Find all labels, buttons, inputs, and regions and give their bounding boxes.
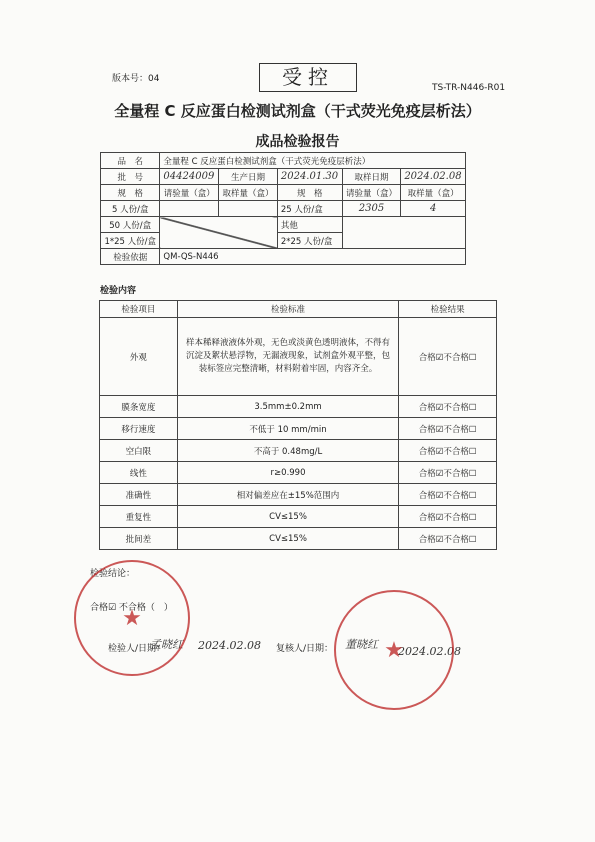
standard-cell: 样本稀释液液体外观，无色或淡黄色透明液体，不得有沉淀及絮状悬浮物，无漏液现象，试剂盒外观平整，包装标签应完整清晰，材料附着牢固，内容齐全。 [177, 318, 398, 396]
spec-2x25-label: 2*25 人份/盒 [277, 233, 342, 249]
standard-cell: 不高于 0.48mg/L [177, 440, 398, 462]
table-row [100, 396, 497, 418]
spec-5-label: 5 人份/盒 [101, 201, 160, 217]
sampling-date-value: 2024.02.08 [401, 169, 466, 185]
result-cell: 合格☑不合格☐ [399, 484, 497, 506]
result-cell: 合格☑不合格☐ [399, 396, 497, 418]
basis-value: QM-QS-N446 [160, 249, 466, 265]
spec-other-label: 其他 [277, 217, 342, 233]
request-qty-label-2: 请验量（盒） [342, 185, 401, 201]
table-row [100, 418, 497, 440]
version-number: 版本号：04 [112, 74, 160, 84]
col-result-header: 检验结果 [399, 301, 497, 318]
spec-25-sample: 4 [401, 201, 466, 217]
standard-cell: CV≤15% [177, 528, 398, 550]
product-info-table [100, 152, 466, 265]
item-cell: 重复性 [100, 506, 178, 528]
spec-50-label: 50 人份/盒 [101, 217, 160, 233]
spec-25-qty: 2305 [342, 201, 401, 217]
item-cell: 空白限 [100, 440, 178, 462]
company-seal-stamp: ★ [74, 560, 190, 676]
table-row [100, 318, 497, 396]
batch-value: 04424009 [160, 169, 219, 185]
result-cell: 合格☑不合格☐ [399, 462, 497, 484]
spec-label-2: 规 格 [277, 185, 342, 201]
spec-5-sample [219, 201, 278, 217]
item-cell: 准确性 [100, 484, 178, 506]
result-cell: 合格☑不合格☐ [399, 506, 497, 528]
spec-label: 规 格 [101, 185, 160, 201]
reviewer-label: 复核人/日期： [276, 644, 334, 654]
standard-cell: 相对偏差应在±15%范围内 [177, 484, 398, 506]
table-row [100, 440, 497, 462]
request-qty-label: 请验量（盒） [160, 185, 219, 201]
conclusion-label: 检验结论： [90, 569, 136, 579]
inspection-section-title: 检验内容 [100, 286, 137, 296]
sample-qty-label-2: 取样量（盒） [401, 185, 466, 201]
reviewer-date: 2024.02.08 [398, 645, 461, 658]
quality-seal-stamp: ★ [334, 590, 454, 710]
batch-label: 批 号 [101, 169, 160, 185]
basis-label: 检验依据 [101, 249, 160, 265]
inspector-signature: 孟晓红 [150, 638, 183, 651]
inspection-table [99, 300, 497, 550]
item-cell: 膜条宽度 [100, 396, 178, 418]
standard-cell: 3.5mm±0.2mm [177, 396, 398, 418]
production-date-label: 生产日期 [219, 169, 278, 185]
reviewer-signature: 董晓红 [345, 638, 378, 651]
sample-qty-label: 取样量（盒） [219, 185, 278, 201]
judgment-text: 合格☑ 不合格（ ） [90, 603, 173, 613]
item-cell: 移行速度 [100, 418, 178, 440]
standard-cell: r≥0.990 [177, 462, 398, 484]
col-standard-header: 检验标准 [177, 301, 398, 318]
document-number: TS-TR-N446-R01 [432, 83, 506, 93]
name-value: 全量程 C 反应蛋白检测试剂盒（干式荧光免疫层析法） [160, 153, 466, 169]
result-cell: 合格☑不合格☐ [399, 418, 497, 440]
report-title: 全量程 C 反应蛋白检测试剂盒（干式荧光免疫层析法） [114, 102, 481, 120]
table-row [100, 528, 497, 550]
spec-5-qty [160, 201, 219, 217]
spec-25-label: 25 人份/盒 [277, 201, 342, 217]
inspector-label: 检验人/日期： [108, 644, 166, 654]
item-cell: 批间差 [100, 528, 178, 550]
name-label: 品 名 [101, 153, 160, 169]
spec-1x25-label: 1*25 人份/盒 [101, 233, 160, 249]
item-cell: 线性 [100, 462, 178, 484]
report-subtitle: 成品检验报告 [255, 134, 340, 150]
table-row [100, 506, 497, 528]
table-row [100, 462, 497, 484]
controlled-stamp: 受控 [259, 63, 357, 92]
strikethrough-cell [160, 217, 277, 249]
result-cell: 合格☑不合格☐ [399, 440, 497, 462]
table-row [100, 484, 497, 506]
standard-cell: 不低于 10 mm/min [177, 418, 398, 440]
item-cell: 外观 [100, 318, 178, 396]
spec-other-values [342, 217, 465, 249]
sampling-date-label: 取样日期 [342, 169, 401, 185]
standard-cell: CV≤15% [177, 506, 398, 528]
inspector-date: 2024.02.08 [198, 639, 261, 652]
col-item-header: 检验项目 [100, 301, 178, 318]
result-cell: 合格☑不合格☐ [399, 528, 497, 550]
production-date-value: 2024.01.30 [277, 169, 342, 185]
result-cell: 合格☑不合格☐ [399, 318, 497, 396]
